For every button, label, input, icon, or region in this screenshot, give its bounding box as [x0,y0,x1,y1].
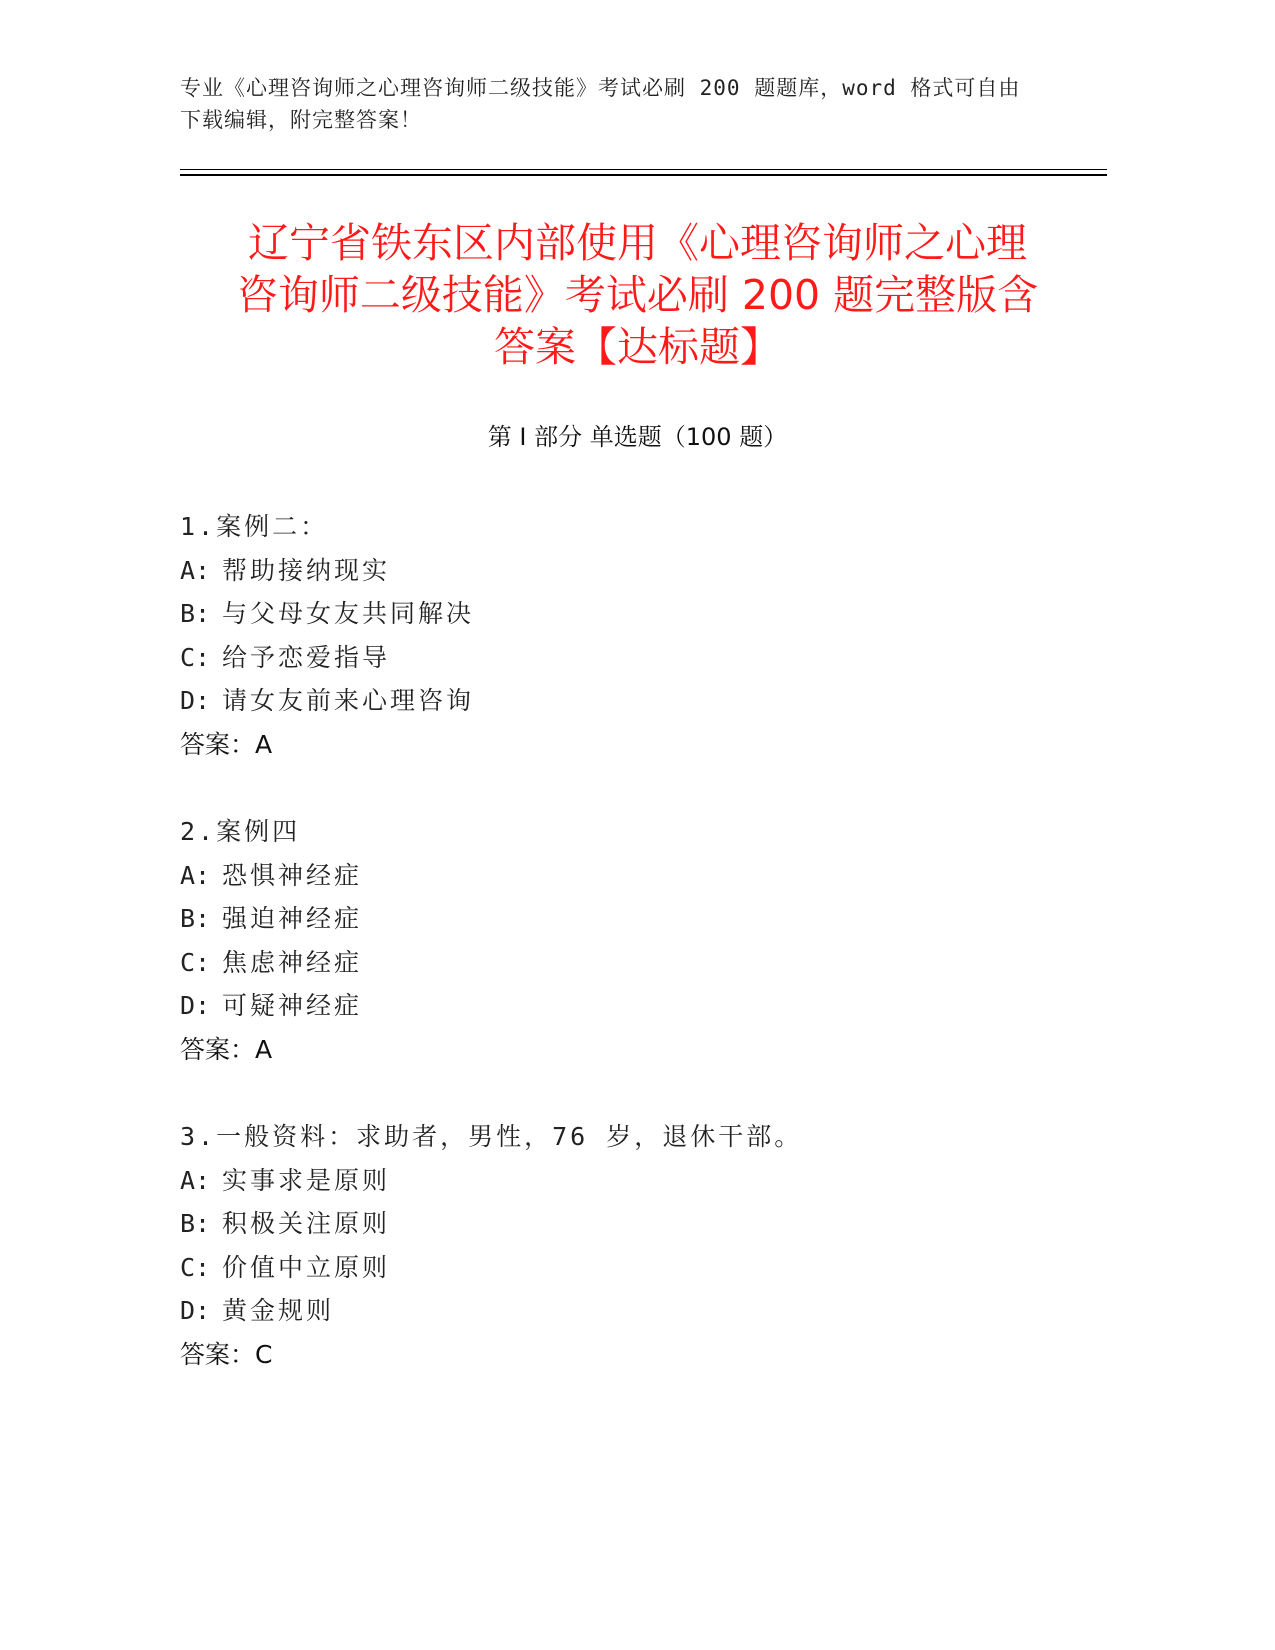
document-title-line-3: 答案【达标题】 [494,323,781,371]
option-key: B: [180,1209,211,1238]
option-key: B: [180,599,211,628]
option-text: 强迫神经症 [222,904,363,933]
question-stem: 3.一般资料：求助者，男性，76 岁，退休干部。 [180,1122,803,1151]
option-c [180,1246,1080,1290]
header-divider-thick [180,174,1107,176]
question-list [180,505,1080,1420]
option-key: D: [180,686,211,715]
header-note: 专业《心理咨询师之心理咨询师二级技能》考试必刷 200 题题库，word 格式可自由下载编辑，附完整答案！ [180,76,1021,132]
option-a [180,549,1080,593]
option-text: 恐惧神经症 [222,860,363,890]
option-b [180,897,1080,941]
option-text: 可疑神经症 [222,991,363,1020]
option-key: A: [180,860,211,890]
option-d [180,679,1080,723]
document-title-line-1: 辽宁省铁东区内部使用《心理咨询师之心理 [248,219,1027,267]
option-d [180,984,1080,1028]
answer-line: 答案：C [180,1339,273,1369]
question-3 [180,1115,1080,1376]
option-text: 与父母女友共同解决 [222,599,475,628]
option-key: D: [180,991,211,1020]
header-divider-thin [180,169,1107,170]
option-text: 价值中立原则 [222,1252,391,1282]
answer-line: 答案：A [180,1034,273,1064]
option-key: A: [180,1165,211,1195]
option-text: 积极关注原则 [222,1209,391,1238]
option-key: B: [180,904,211,933]
option-c [180,636,1080,680]
option-text: 请女友前来心理咨询 [222,686,475,715]
document-title [150,217,1125,373]
question-2 [180,810,1080,1071]
option-a [180,854,1080,898]
document-title-line-2: 咨询师二级技能》考试必刷 200 题完整版含 [236,271,1039,319]
section-heading: 第 I 部分 单选题（100 题） [487,423,788,451]
question-stem: 1.案例二： [180,512,329,541]
option-key: C: [180,1252,211,1282]
option-text: 黄金规则 [222,1296,335,1325]
option-a [180,1159,1080,1203]
question-1 [180,505,1080,766]
option-c [180,941,1080,985]
question-stem: 2.案例四 [180,817,301,846]
option-key: D: [180,1296,211,1325]
option-text: 给予恋爱指导 [222,642,391,672]
option-text: 帮助接纳现实 [222,555,391,585]
answer-line: 答案：A [180,729,273,759]
option-key: C: [180,947,211,977]
option-key: C: [180,642,211,672]
option-text: 焦虑神经症 [222,947,363,977]
option-b [180,592,1080,636]
option-key: A: [180,555,211,585]
option-b [180,1202,1080,1246]
option-d [180,1289,1080,1333]
option-text: 实事求是原则 [222,1165,391,1195]
